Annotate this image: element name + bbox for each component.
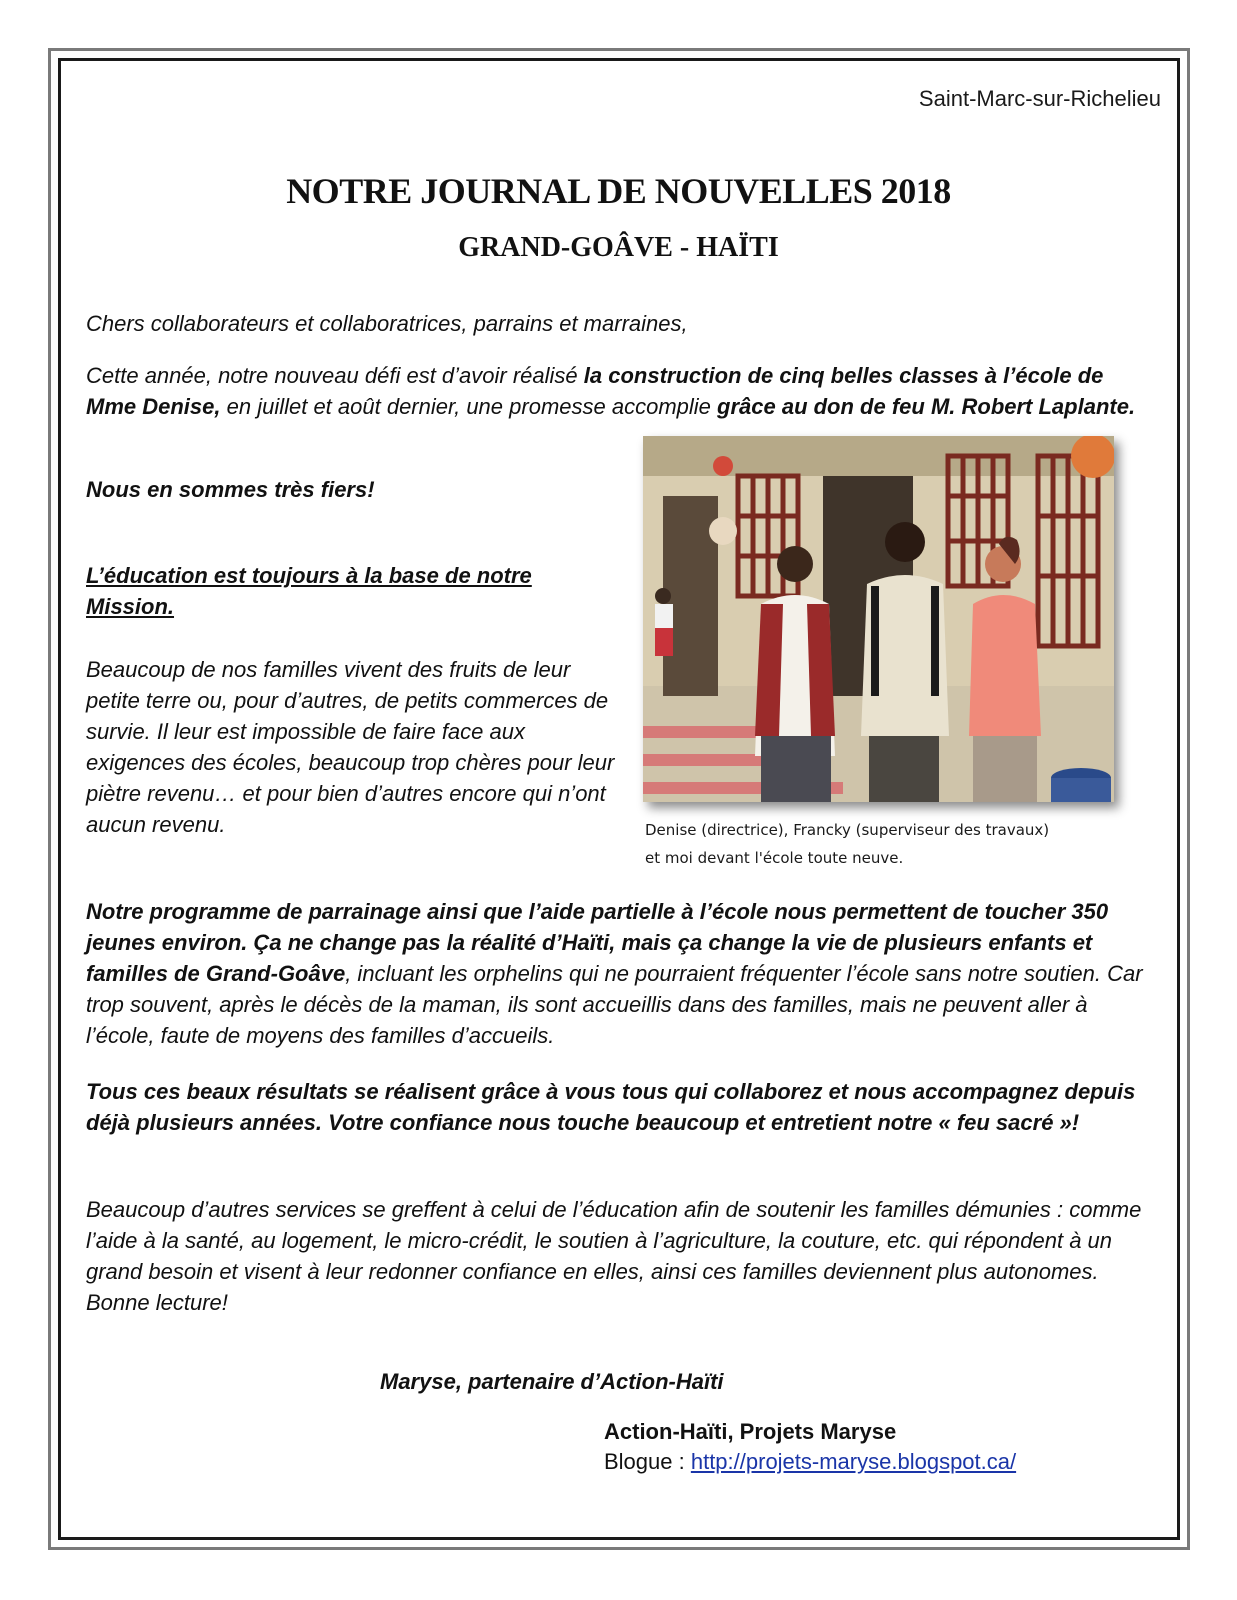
program-text-2: , incluant les orphelins qui ne pourraient fréquenter l’école sans notre soutien. Car trop souvent, après le décès de la maman, ils sont accueillis dans des familles, mais ne peuvent aller à l’école, faute de moyens des familles d’accueils. — [86, 961, 1143, 1048]
newsletter-subtitle: GRAND-GOÂVE - HAÏTI — [458, 232, 779, 263]
photo-caption-line-2: et moi devant l'école toute neuve. — [645, 849, 904, 867]
blog-label: Blogue : — [604, 1449, 691, 1474]
intro-text-1: Cette année, notre nouveau défi est d’avoir réalisé — [86, 363, 584, 388]
education-heading: L’éducation est toujours à la base de notre Mission. — [86, 563, 532, 619]
location-text: Saint-Marc-sur-Richelieu — [918, 86, 1161, 111]
organization-name: Action-Haïti, Projets Maryse — [604, 1419, 897, 1444]
blog-link[interactable]: http://projets-maryse.blogspot.ca/ — [690, 1449, 1017, 1474]
photo-caption-line-1: Denise (directrice), Francky (superviseur des travaux) — [645, 821, 1050, 839]
signature-line: Maryse, partenaire d’Action-Haïti — [380, 1369, 724, 1394]
results-paragraph: Tous ces beaux résultats se réalisent grâce à vous tous qui collaborez et nous accompagnez depuis déjà plusieurs années. Votre confiance nous touche beaucoup et entretient notre « feu sacré »! — [86, 1079, 1136, 1135]
newsletter-title: NOTRE JOURNAL DE NOUVELLES 2018 — [286, 171, 951, 211]
proud-statement: Nous en sommes très fiers! — [86, 477, 375, 502]
intro-text-2: la construction de cinq belles classes à l’école de Mme Denise, — [86, 363, 1104, 419]
intro-text-4: grâce au don de feu M. Robert Laplante. — [717, 394, 1136, 419]
program-text-1: Notre programme de parrainage ainsi que l’aide partielle à l’école nous permettent de toucher 350 jeunes environ. Ça ne change pas la réalité d’Haïti, mais ça change la vie de plusieurs enfants et familles de Grand-Goâve — [86, 899, 1109, 986]
school-photo — [643, 436, 1114, 802]
blog-line — [604, 1446, 1016, 1477]
program-paragraph — [86, 896, 1156, 1051]
intro-text-3: en juillet et août dernier, une promesse accomplie — [220, 394, 718, 419]
families-paragraph: Beaucoup de nos familles vivent des fruits de leur petite terre ou, pour d’autres, de petits commerces de survie. Il leur est impossible de faire face aux exigences des écoles, beaucoup trop chères pour leur piètre revenu… et pour bien d’autres encore qui n’ont aucun revenu. — [86, 657, 615, 837]
greeting-paragraph: Chers collaborateurs et collaboratrices, parrains et marraines, — [86, 311, 688, 336]
services-paragraph: Beaucoup d’autres services se greffent à celui de l’éducation afin de soutenir les familles démunies : comme l’aide à la santé, au logement, le micro-crédit, le soutien à l’agriculture, la couture, etc. qui répondent à un grand besoin et visent à leur redonner confiance en elles, ainsi ces familles deviennent plus autonomes. Bonne lecture! — [86, 1197, 1142, 1315]
intro-paragraph — [86, 360, 1146, 422]
photo-caption — [645, 816, 1125, 872]
